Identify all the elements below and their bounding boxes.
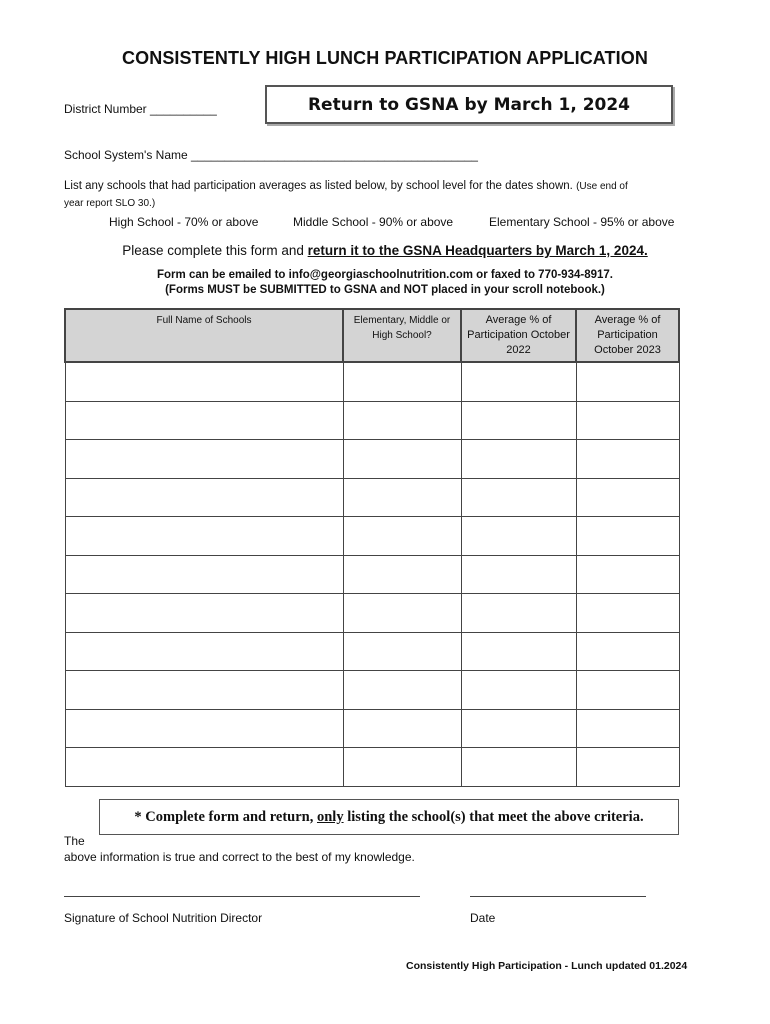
cell-participation-2023[interactable] [576,555,679,594]
certification-line-1: The [64,834,85,848]
cell-school-level[interactable] [343,555,461,594]
table-row [65,709,679,748]
cell-school-name[interactable] [65,478,343,517]
table-row [65,362,679,401]
certification-line-2: above information is true and correct to the best of my knowledge. [64,850,415,864]
cell-school-level[interactable] [343,478,461,517]
cell-participation-2023[interactable] [576,401,679,440]
instructions [64,178,704,212]
cell-participation-2022[interactable] [461,555,576,594]
cell-school-name[interactable] [65,594,343,633]
date-line[interactable] [470,896,646,897]
cell-participation-2022[interactable] [461,401,576,440]
criteria-prefix: * Complete form and return, [134,808,314,825]
cell-participation-2022[interactable] [461,440,576,479]
table-row [65,594,679,633]
cell-school-level[interactable] [343,671,461,710]
cell-school-level[interactable] [343,517,461,556]
cell-participation-2022[interactable] [461,594,576,633]
return-deadline-banner [265,85,673,124]
forms-note: (Forms MUST be SUBMITTED to GSNA and NOT placed in your scroll notebook.) [165,284,605,296]
cell-participation-2023[interactable] [576,440,679,479]
criteria-middle-school: Middle School - 90% or above [293,215,454,229]
criteria-suffix: listing the school(s) that meet the above criteria. [347,808,644,825]
signature-line[interactable] [64,896,420,897]
table-body [65,362,679,786]
cell-school-level[interactable] [343,748,461,787]
email-fax-line: Form can be emailed to info@georgiaschoolnutrition.com or faxed to 770-934-8917. [157,269,613,281]
school-system-name-field: School System's Name ___________________________________________ [64,148,478,162]
cell-school-name[interactable] [65,671,343,710]
date-label: Date [470,911,496,925]
cell-school-level[interactable] [343,440,461,479]
cell-school-name[interactable] [65,555,343,594]
criteria-high-school: High School - 70% or above [109,215,259,229]
criteria-emphasis: only [316,808,344,825]
return-deadline-text: Return to GSNA by March 1, 2024 [307,94,631,115]
table-row [65,517,679,556]
cell-participation-2022[interactable] [461,362,576,401]
cell-school-name[interactable] [65,517,343,556]
cell-participation-2023[interactable] [576,709,679,748]
header-school-name: Full Name of Schools [65,309,343,362]
please-emphasis: return it to the GSNA Headquarters by March 1, 2024. [307,243,648,258]
table-row [65,440,679,479]
cell-participation-2023[interactable] [576,671,679,710]
cell-school-level[interactable] [343,362,461,401]
cell-participation-2022[interactable] [461,478,576,517]
header-participation-2022: Average % of Participation October 2022 [461,309,576,362]
cell-school-level[interactable] [343,709,461,748]
table-header-row [65,309,679,362]
please-prefix: Please complete this form and [122,243,304,258]
cell-school-name[interactable] [65,362,343,401]
cell-school-name[interactable] [65,748,343,787]
footer-text: Consistently High Participation - Lunch updated 01.2024 [406,960,688,972]
table-row [65,748,679,787]
signature-label: Signature of School Nutrition Director [64,911,263,925]
criteria-elementary-school: Elementary School - 95% or above [489,215,675,229]
table-row [65,555,679,594]
instructions-main: List any schools that had participation averages as listed below, by school level for the dates shown. [64,180,573,192]
table-row [65,632,679,671]
table-row [65,401,679,440]
schools-table [64,308,680,787]
cell-school-name[interactable] [65,632,343,671]
district-number-field: District Number __________ [64,102,217,116]
cell-participation-2023[interactable] [576,478,679,517]
submission-info [0,268,770,298]
instructions-note-cont: year report SLO 30.) [64,198,156,209]
cell-participation-2022[interactable] [461,748,576,787]
cell-school-name[interactable] [65,401,343,440]
header-school-level: Elementary, Middle or High School? [343,309,461,362]
cell-school-level[interactable] [343,632,461,671]
instructions-note: (Use end of [576,181,628,192]
cell-participation-2023[interactable] [576,632,679,671]
form-title: CONSISTENTLY HIGH LUNCH PARTICIPATION APPLICATION [122,48,648,68]
cell-participation-2023[interactable] [576,517,679,556]
please-complete-text [0,243,770,258]
cell-school-name[interactable] [65,709,343,748]
cell-school-level[interactable] [343,594,461,633]
cell-participation-2023[interactable] [576,594,679,633]
criteria-reminder-box [99,799,679,835]
cell-participation-2023[interactable] [576,362,679,401]
cell-participation-2022[interactable] [461,632,576,671]
cell-participation-2022[interactable] [461,709,576,748]
table-row [65,478,679,517]
cell-participation-2022[interactable] [461,671,576,710]
cell-school-name[interactable] [65,440,343,479]
cell-participation-2023[interactable] [576,748,679,787]
header-participation-2023: Average % of Participation October 2023 [576,309,679,362]
cell-participation-2022[interactable] [461,517,576,556]
table-row [65,671,679,710]
cell-school-level[interactable] [343,401,461,440]
